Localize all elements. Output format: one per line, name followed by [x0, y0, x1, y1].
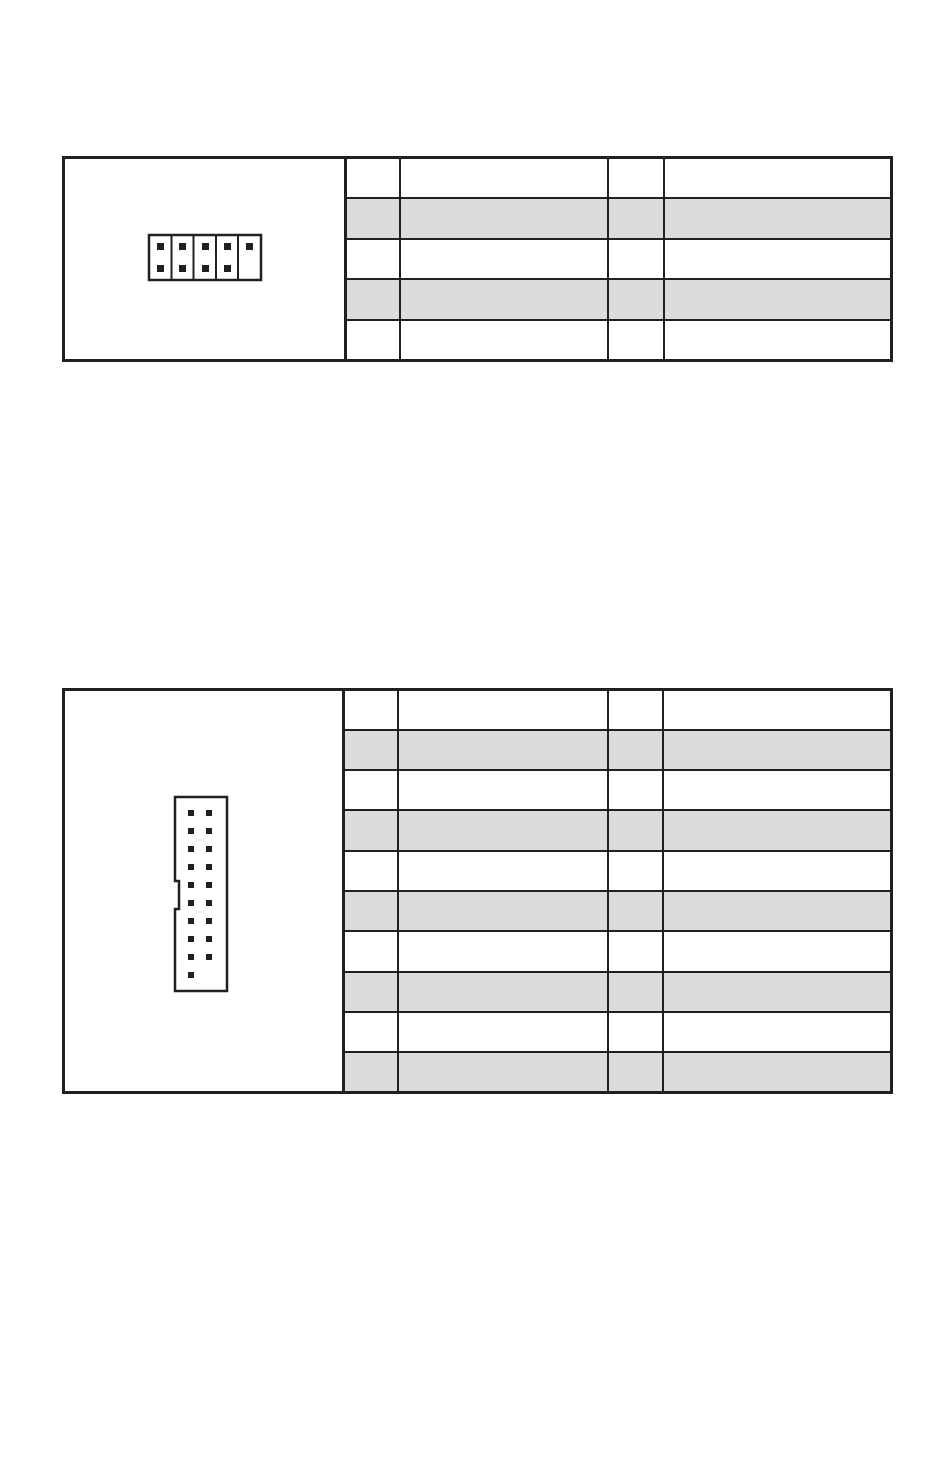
signal-name-cell [398, 851, 608, 891]
signal-name-cell [398, 891, 608, 931]
pin-number-cell [344, 891, 398, 931]
signal-name-cell [400, 198, 608, 239]
signal-name-cell [663, 1052, 892, 1092]
pin-diagram-cell [64, 158, 346, 361]
signal-name-cell [400, 158, 608, 199]
pin-number-cell [344, 690, 398, 730]
signal-name-cell [398, 690, 608, 730]
pin-number-cell [346, 198, 400, 239]
pin-number-cell [344, 931, 398, 971]
pin-number-cell [608, 198, 664, 239]
pin-number-cell [608, 279, 664, 320]
signal-name-cell [398, 1052, 608, 1092]
signal-name-cell [664, 198, 892, 239]
pin-number-cell [608, 158, 664, 199]
pin-number-cell [608, 690, 663, 730]
pin-number-cell [608, 851, 663, 891]
signal-name-cell [400, 239, 608, 280]
signal-name-cell [663, 931, 892, 971]
signal-name-cell [400, 320, 608, 361]
pin-number-cell [346, 158, 400, 199]
pin-number-cell [344, 770, 398, 810]
signal-name-cell [398, 1012, 608, 1052]
pin-number-cell [346, 279, 400, 320]
signal-name-cell [398, 730, 608, 770]
pin-number-cell [346, 239, 400, 280]
pin-number-cell [344, 810, 398, 850]
pin-header-icon [65, 691, 345, 1091]
signal-name-cell [664, 279, 892, 320]
pin-number-cell [344, 1012, 398, 1052]
signal-name-cell [663, 1012, 892, 1052]
signal-name-cell [400, 279, 608, 320]
pin-number-cell [608, 891, 663, 931]
pin-table-2 [62, 688, 893, 1094]
pin-number-cell [344, 851, 398, 891]
signal-name-cell [664, 320, 892, 361]
table-row [64, 690, 892, 730]
pin-number-cell [344, 730, 398, 770]
signal-name-cell [664, 239, 892, 280]
pin-number-cell [608, 1012, 663, 1052]
signal-name-cell [663, 891, 892, 931]
pin-header-icon [65, 159, 347, 359]
pin-number-cell [608, 320, 664, 361]
signal-name-cell [663, 730, 892, 770]
signal-name-cell [663, 972, 892, 1012]
pin-number-cell [346, 320, 400, 361]
pin-number-cell [608, 972, 663, 1012]
pin-number-cell [608, 810, 663, 850]
pin-number-cell [608, 730, 663, 770]
pin-number-cell [608, 931, 663, 971]
pin-number-cell [608, 239, 664, 280]
signal-name-cell [398, 810, 608, 850]
signal-name-cell [663, 851, 892, 891]
signal-name-cell [398, 931, 608, 971]
signal-name-cell [663, 770, 892, 810]
signal-name-cell [398, 770, 608, 810]
signal-name-cell [663, 810, 892, 850]
table-row [64, 158, 892, 199]
signal-name-cell [663, 690, 892, 730]
pin-number-cell [608, 770, 663, 810]
pin-table-1 [62, 156, 893, 362]
pin-diagram-cell [64, 690, 344, 1093]
signal-name-cell [398, 972, 608, 1012]
pin-number-cell [608, 1052, 663, 1092]
signal-name-cell [664, 158, 892, 199]
pin-number-cell [344, 1052, 398, 1092]
pin-number-cell [344, 972, 398, 1012]
